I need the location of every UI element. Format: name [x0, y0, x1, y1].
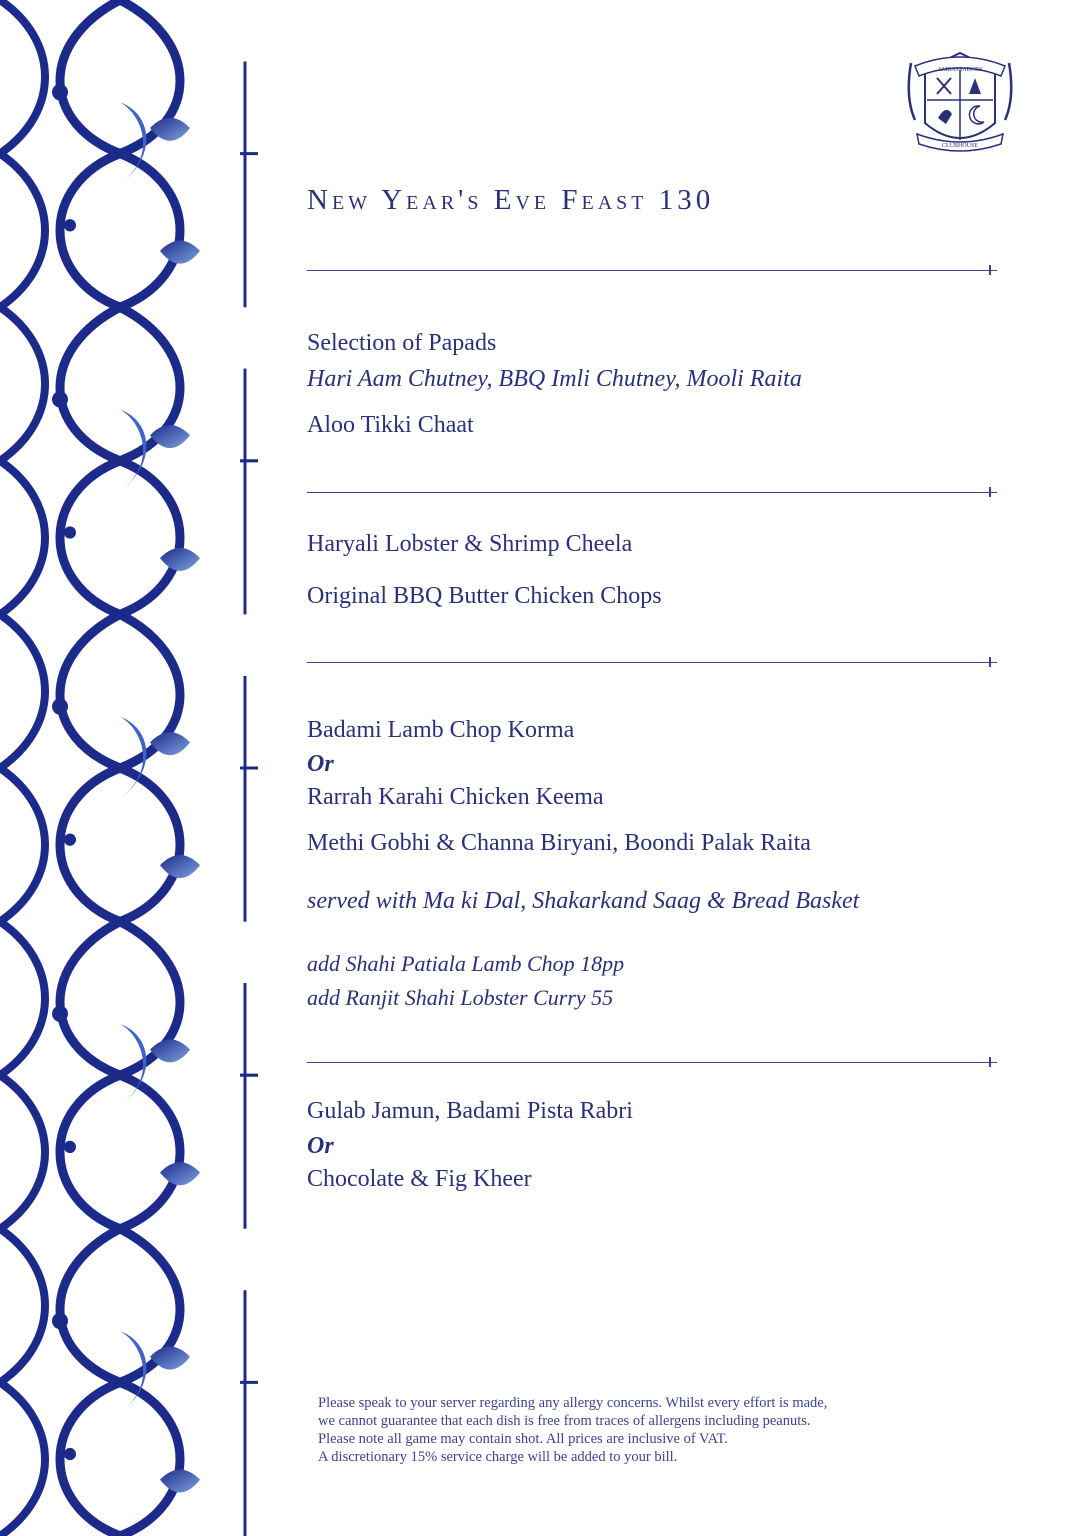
decorative-floral-border [0, 0, 265, 1536]
or-label: Or [307, 1133, 334, 1159]
dish: Chocolate & Fig Kheer [307, 1166, 532, 1192]
footer-line: A discretionary 15% service charge will be added to your bill. [318, 1449, 678, 1465]
dish: Original BBQ Butter Chicken Chops [307, 583, 662, 609]
or-label: Or [307, 751, 334, 777]
section-divider [307, 492, 997, 493]
dish: Methi Gobhi & Channa Biryani, Boondi Palak Raita [307, 830, 811, 856]
footer-line: Please note all game may contain shot. All prices are inclusive of VAT. [318, 1431, 728, 1447]
dish: Aloo Tikki Chaat [307, 412, 474, 438]
footer-line: Please speak to your server regarding any allergy concerns. Whilst every effort is made, [318, 1395, 828, 1411]
dish: Rarrah Karahi Chicken Keema [307, 784, 604, 810]
dish-accompaniments: Hari Aam Chutney, BBQ Imli Chutney, Mooli Raita [307, 366, 802, 392]
menu-title: New Year's Eve Feast 130 [307, 184, 715, 216]
svg-text:AMBASSADORS: AMBASSADORS [937, 67, 983, 73]
section-divider [307, 1062, 997, 1063]
served-with-note: served with Ma ki Dal, Shakarkand Saag & Bread Basket [307, 888, 860, 914]
footer-line: we cannot guarantee that each dish is free from traces of allergens including peanuts. [318, 1413, 811, 1429]
ambassadors-clubhouse-crest-logo [905, 48, 1015, 160]
dish: Badami Lamb Chop Korma [307, 717, 575, 743]
allergy-footer [318, 1394, 827, 1466]
add-on: add Ranjit Shahi Lobster Curry 55 [307, 985, 614, 1010]
dish: Haryali Lobster & Shrimp Cheela [307, 531, 633, 557]
add-on: add Shahi Patiala Lamb Chop 18pp [307, 951, 625, 976]
section-divider [307, 662, 997, 663]
svg-text:CLUBHOUSE: CLUBHOUSE [941, 143, 979, 149]
dish: Gulab Jamun, Badami Pista Rabri [307, 1098, 633, 1124]
section-divider [307, 270, 997, 271]
dish: Selection of Papads [307, 330, 497, 356]
